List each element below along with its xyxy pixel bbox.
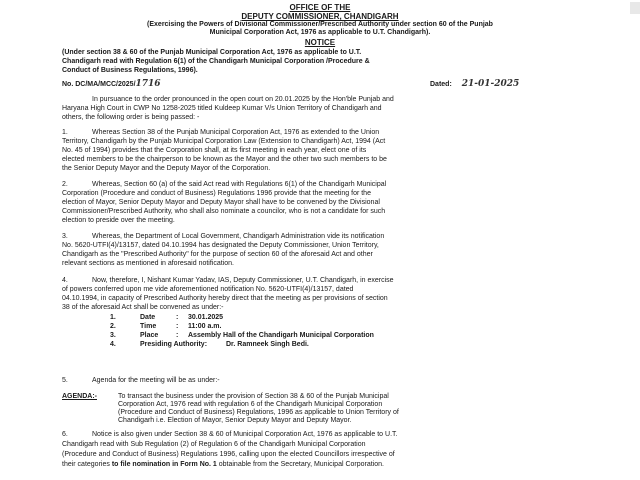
para2-line-3: election of Mayor, Senior Deputy Mayor and Deputy Mayor shall have to be convened by the Divisional bbox=[62, 199, 380, 206]
para2-line-2: Corporation (Procedure and conduct of Business) Regulations 1996 provide that the meeting for the bbox=[62, 190, 371, 197]
para6-last-bold: to file nomination in Form No. 1 bbox=[111, 461, 217, 468]
para6-last-post: obtainable from the Secretary, Municipal Corporation. bbox=[216, 461, 384, 468]
schedule-item-label: Presiding Authority: bbox=[140, 341, 208, 348]
para4-number: 4. bbox=[62, 277, 68, 284]
schedule-item-sep: : bbox=[176, 332, 179, 339]
reference-number bbox=[62, 80, 161, 89]
intro-line-2: Haryana High Court in CWP No 1258-2025 titled Kuldeep Kumar V/s Union Territory of Chandigarh and bbox=[62, 105, 382, 112]
schedule-item-label: Time bbox=[140, 323, 157, 330]
schedule-item-sep: : bbox=[176, 323, 179, 330]
para6-line-3: (Procedure and Conduct of Business) Regulations 1996, calling upon the elected Councillors irrespective of bbox=[62, 451, 395, 458]
intro-line-1: In pursuance to the order pronounced in the open court on 20.01.2025 by the Hon'ble Punjab and bbox=[92, 96, 394, 103]
para1-line-2: Territory, Chandigarh by the Punjab Municipal Corporation Law (Extension to Chandigarh) Act, 1994 (Act bbox=[62, 138, 386, 145]
para1-line-5: the Senior Deputy Mayor and the Deputy Mayor of the Corporation. bbox=[62, 165, 271, 172]
exercising-line-1: (Exercising the Powers of Divisional Commissioner/Prescribed Authority under section 60 of the Punjab bbox=[147, 21, 493, 28]
schedule-item-value: 30.01.2025 bbox=[188, 314, 224, 321]
para4-line-1: Now, therefore, I, Nishant Kumar Yadav, IAS, Deputy Commissioner, U.T. Chandigarh, in exercise bbox=[92, 277, 394, 284]
para3-line-3: Chandigarh as the "Prescribed Authority" for the purpose of section 60 of the aforesaid Act and other bbox=[62, 251, 373, 258]
authority-title: DEPUTY COMMISSIONER, CHANDIGARH bbox=[241, 12, 399, 21]
reference-number-handwritten: 1716 bbox=[135, 79, 161, 89]
under-line-2: Chandigarh read with Regulation 6(1) of the Chandigarh Municipal Corporation /Procedure & bbox=[62, 58, 370, 65]
agenda-line-3: (Procedure and Conduct of Business) Regulations, 1996 as applicable to Union Territory of bbox=[118, 409, 399, 416]
para3-line-2: No. 5620-UTFI(4)/13157, dated 04.10.1994 has designated the Deputy Commissioner, Union Territory, bbox=[62, 242, 379, 249]
exercising-line-2: Municipal Corporation Act, 1976 as applicable to U.T. Chandigarh). bbox=[209, 29, 431, 36]
para6-line-4 bbox=[62, 460, 384, 469]
schedule-item-value: Assembly Hall of the Chandigarh Municipal Corporation bbox=[188, 332, 374, 339]
under-line-3: Conduct of Business Regulations, 1996). bbox=[62, 67, 198, 74]
para6-number: 6. bbox=[62, 431, 68, 438]
agenda-line-4: Chandigarh i.e. Election of Mayor, Senior Deputy Mayor and Deputy Mayor. bbox=[118, 417, 352, 424]
schedule-item-label: Place bbox=[140, 332, 159, 339]
para1-number: 1. bbox=[62, 129, 68, 136]
para1-line-3: No. 45 of 1994) provides that the Corporation shall, at its first meeting in each year, elect one of its bbox=[62, 147, 367, 154]
para2-number: 2. bbox=[62, 181, 68, 188]
reference-date-label: Dated: bbox=[430, 81, 452, 88]
para2-line-5: election to preside over the meeting. bbox=[62, 217, 175, 224]
para6-line-1: Notice is also given under Section 38 & 60 of Municipal Corporation Act, 1976 as applicable to U.T. bbox=[92, 431, 398, 438]
para5-number: 5. bbox=[62, 377, 68, 384]
para3-line-1: Whereas, the Department of Local Government, Chandigarh Administration vide its notification bbox=[92, 233, 385, 240]
schedule-item-num: 2. bbox=[110, 323, 116, 330]
agenda-label: AGENDA:- bbox=[62, 393, 97, 400]
reference-date-handwritten: 21-01-2025 bbox=[461, 79, 520, 89]
schedule-item-sep: : bbox=[176, 314, 179, 321]
schedule-item-num: 1. bbox=[110, 314, 116, 321]
under-line-1: (Under section 38 & 60 of the Punjab Municipal Corporation Act, 1976 as applicable to U.T. bbox=[62, 49, 362, 56]
agenda-line-1: To transact the business under the provision of Section 38 & 60 of the Punjab Municipal bbox=[118, 393, 389, 400]
notice-title: NOTICE bbox=[304, 38, 336, 47]
para5-text: Agenda for the meeting will be as under:- bbox=[92, 377, 220, 384]
para2-line-1: Whereas, Section 60 (a) of the said Act read with Regulations 6(1) of the Chandigarh Municipal bbox=[92, 181, 387, 188]
para4-line-2: of powers conferred upon me vide aforementioned notification No. 5620-UTFI(4)/13157, dated bbox=[62, 286, 354, 293]
para3-number: 3. bbox=[62, 233, 68, 240]
para1-line-4: elected members to be the chairperson to be known as the Mayor and the other two such members to be bbox=[62, 156, 387, 163]
schedule-item-value: 11:00 a.m. bbox=[188, 323, 222, 330]
para6-line-2: Chandigarh read with Sub Regulation (2) of Regulation 6 of the Chandigarh Municipal Corporation bbox=[62, 441, 366, 448]
para1-line-1: Whereas Section 38 of the Punjab Municipal Corporation Act, 1976 as extended to the Union bbox=[92, 129, 380, 136]
agenda-line-2: Corporation Act, 1976 read with regulation 6 of the Chandigarh Municipal Corporation bbox=[118, 401, 383, 408]
para6-last-pre: their categories bbox=[62, 461, 112, 468]
reference-number-label: No. DC/MA/MCC/2025/ bbox=[62, 81, 136, 88]
intro-line-3: others, the following order is being passed: - bbox=[62, 114, 200, 121]
para2-line-4: Commissioner/Prescribed Authority, who shall also nominate a councilor, who is not a candidate for such bbox=[62, 208, 386, 215]
schedule-item-num: 4. bbox=[110, 341, 116, 348]
schedule-item-value: Dr. Ramneek Singh Bedi. bbox=[226, 341, 309, 348]
para4-line-3: 04.10.1994, in capacity of Prescribed Authority hereby direct that the meeting as per provisions of section bbox=[62, 295, 388, 302]
reference-date bbox=[430, 80, 519, 89]
para4-line-4: 38 of the aforesaid Act shall be convened as under:- bbox=[62, 304, 224, 311]
schedule-item-label: Date bbox=[140, 314, 156, 321]
schedule-item-num: 3. bbox=[110, 332, 116, 339]
office-title: OFFICE OF THE bbox=[289, 3, 351, 12]
para3-line-4: relevant sections as mentioned in aforesaid notification. bbox=[62, 260, 234, 267]
